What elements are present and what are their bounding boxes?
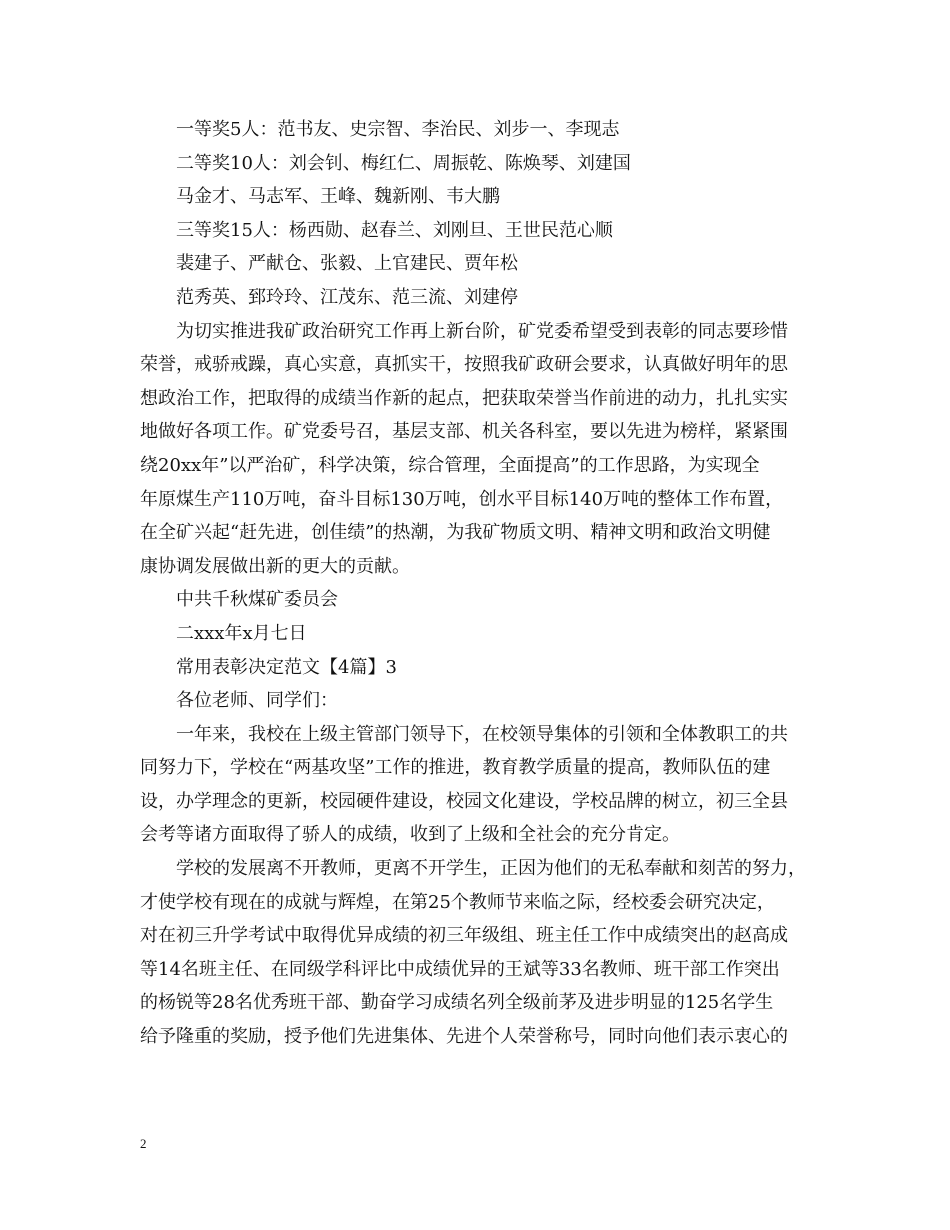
paragraph-line: 给予隆重的奖励，授予他们先进集体、先进个人荣誉称号，同时向他们表示衷心的 [140,1026,788,1048]
paragraph-line: 会考等诸方面取得了骄人的成绩，收到了上级和全社会的充分肯定。 [140,824,680,846]
paragraph-line: 绕20xx年”以严治矿，科学决策，综合管理，全面提高”的工作思路，为实现全 [140,454,760,476]
paragraph-line: 想政治工作，把取得的成绩当作新的起点，把获取荣誉当作前进的动力，扎扎实实 [140,387,788,409]
award-second-prize-continued-line: 马金才、马志军、王峰、魏新刚、韦大鹏 [176,186,500,208]
paragraph-line: 地做好各项工作。矿党委号召，基层支部、机关各科室，要以先进为榜样，紧紧围 [140,421,788,443]
award-second-prize-line: 二等奖10人：刘会钊、梅红仁、周振乾、陈焕琴、刘建国 [176,152,631,174]
greeting-line: 各位老师、同学们： [176,690,338,712]
date-line: 二xxx年x月七日 [176,622,307,644]
document-body [140,113,830,1054]
paragraph-line: 对在初三升学考试中取得优异成绩的初三年级组、班主任工作中成绩突出的赵高成 [140,925,788,947]
paragraph-line: 荣誉，戒骄戒躁，真心实意，真抓实干，按照我矿政研会要求，认真做好明年的思 [140,354,788,376]
paragraph-line: 的杨锐等28名优秀班干部、勤奋学习成绩名列全级前茅及进步明显的125名学生 [140,992,774,1014]
award-third-prize-continued-line-2: 范秀英、郅玲玲、江茂东、范三流、刘建停 [176,286,518,308]
paragraph-line: 才使学校有现在的成就与辉煌，在第25个教师节来临之际，经校委会研究决定， [140,891,775,913]
section-heading: 常用表彰决定范文【4篇】3 [176,656,397,678]
paragraph-line: 学校的发展离不开教师，更离不开学生，正因为他们的无私奉献和刻苦的努力， [176,858,806,880]
paragraph-line: 年原煤生产110万吨，奋斗目标130万吨，创水平目标140万吨的整体工作布置， [140,488,784,510]
paragraph-line: 等14名班主任、在同级学科评比中成绩优异的王斌等33名教师、班干部工作突出 [140,958,780,980]
award-third-prize-continued-line: 裴建子、严献仓、张毅、上官建民、贾年松 [176,253,518,275]
award-third-prize-line: 三等奖15人：杨西勋、赵春兰、刘刚旦、王世民范心顺 [176,219,613,241]
paragraph-line: 同努力下，学校在“两基攻坚”工作的推进，教育教学质量的提高，教师队伍的建 [140,757,771,779]
paragraph-line: 在全矿兴起“赶先进，创佳绩”的热潮，为我矿物质文明、精神文明和政治文明健 [140,522,771,544]
award-first-prize-line: 一等奖5人：范书友、史宗智、李治民、刘步一、李现志 [176,119,620,140]
paragraph-line: 为切实推进我矿政治研究工作再上新台阶，矿党委希望受到表彰的同志要珍惜 [176,320,788,342]
issuer-line: 中共千秋煤矿委员会 [176,589,338,611]
paragraph-line: 康协调发展做出新的更大的贡献。 [140,555,410,577]
page-number: 2 [140,1136,147,1151]
paragraph-line: 一年来，我校在上级主管部门领导下，在校领导集体的引领和全体教职工的共 [176,723,788,745]
paragraph-line: 设，办学理念的更新，校园硬件建设，校园文化建设，学校品牌的树立，初三全县 [140,790,788,812]
